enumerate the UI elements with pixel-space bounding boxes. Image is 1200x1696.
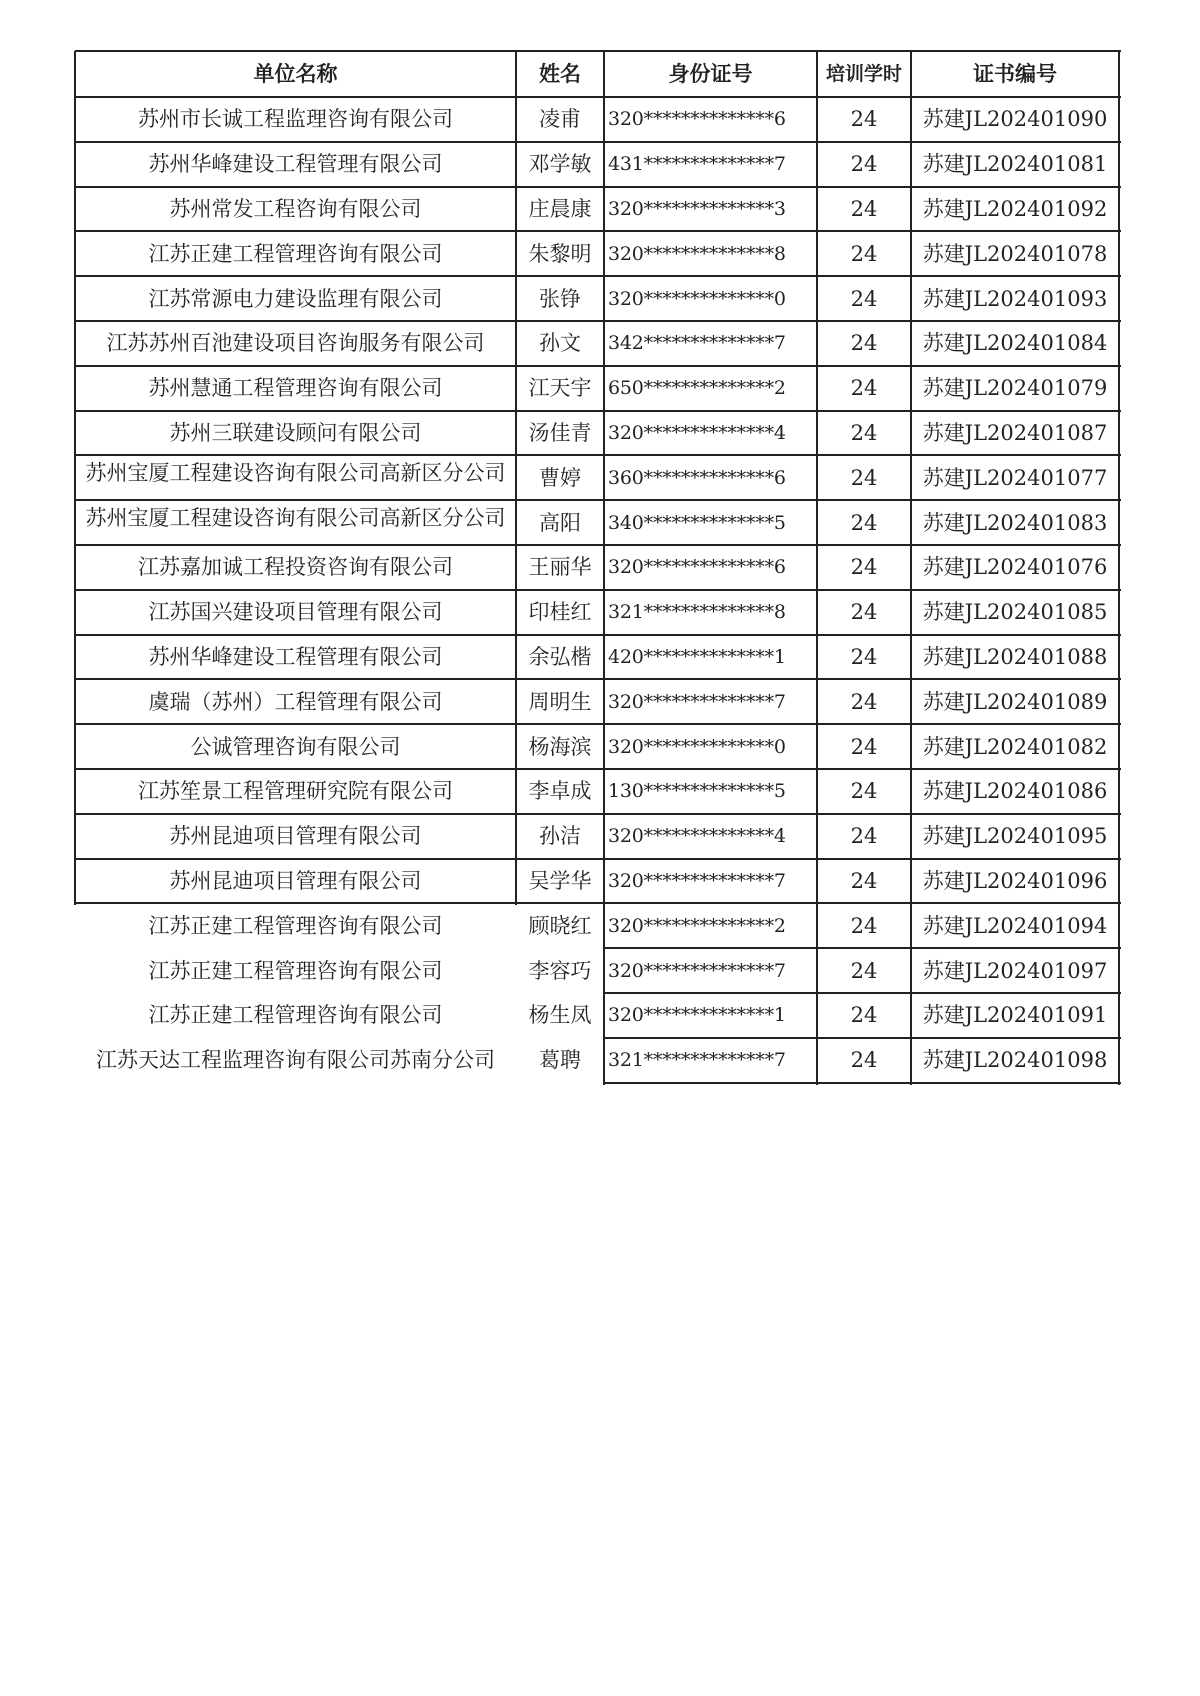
hours-cell: 24 — [850, 465, 878, 490]
hours-cell: 24 — [850, 510, 878, 535]
hours-cell: 24 — [850, 376, 878, 401]
name-cell: 曹婷 — [539, 465, 581, 490]
hours-cell: 24 — [850, 555, 878, 580]
grid-line — [75, 410, 1121, 412]
hours-cell: 24 — [850, 644, 878, 669]
hours-cell: 24 — [850, 196, 878, 221]
unit-cell: 江苏笙景工程管理研究院有限公司 — [138, 779, 453, 804]
header-unit-cell: 单位名称 — [253, 62, 338, 86]
id-cell: 340**************5 — [608, 511, 786, 534]
cert-cell: 苏建JL202401091 — [922, 1003, 1108, 1028]
id-cell: 420**************1 — [608, 645, 786, 668]
grid-line — [75, 320, 1121, 322]
grid-line — [75, 678, 1121, 680]
id-cell: 650**************2 — [608, 377, 786, 400]
hours-cell: 24 — [850, 824, 878, 849]
unit-cell: 苏州昆迪项目管理有限公司 — [169, 868, 422, 893]
id-cell: 321**************7 — [608, 1049, 786, 1072]
name-cell: 凌甫 — [539, 107, 581, 132]
grid-line — [75, 858, 1121, 860]
id-cell: 360**************6 — [608, 466, 786, 489]
cert-cell: 苏建JL202401095 — [922, 824, 1108, 849]
hours-cell: 24 — [850, 331, 878, 356]
id-cell: 342**************7 — [608, 332, 786, 355]
name-cell: 杨生凤 — [528, 1003, 592, 1028]
grid-line — [604, 1082, 1121, 1084]
name-cell: 印桂红 — [528, 600, 592, 625]
unit-cell: 苏州慧通工程管理咨询有限公司 — [148, 376, 443, 401]
name-cell: 张铮 — [539, 286, 581, 311]
cert-cell: 苏建JL202401082 — [922, 734, 1108, 759]
name-cell: 孙洁 — [539, 824, 581, 849]
name-cell: 吴学华 — [528, 868, 592, 893]
grid-line — [910, 51, 912, 1085]
id-cell: 320**************4 — [608, 421, 786, 444]
grid-line — [515, 51, 517, 905]
name-cell: 江天宇 — [528, 376, 592, 401]
grid-line — [604, 1037, 1121, 1039]
cert-cell: 苏建JL202401090 — [922, 107, 1108, 132]
hours-cell: 24 — [850, 958, 878, 983]
name-cell: 朱黎明 — [528, 241, 592, 266]
id-cell: 320**************8 — [608, 242, 786, 265]
id-cell: 321**************8 — [608, 601, 786, 624]
unit-cell: 江苏正建工程管理咨询有限公司 — [148, 241, 443, 266]
name-cell: 顾晓红 — [528, 913, 592, 938]
unit-cell: 江苏国兴建设项目管理有限公司 — [148, 600, 443, 625]
id-cell: 320**************0 — [608, 287, 786, 310]
unit-cell: 江苏苏州百池建设项目咨询服务有限公司 — [106, 331, 485, 356]
grid-line — [603, 51, 605, 1085]
grid-line — [75, 768, 1121, 770]
unit-cell: 苏州常发工程咨询有限公司 — [169, 196, 422, 221]
grid-line — [75, 902, 1121, 904]
id-cell: 320**************1 — [608, 1004, 786, 1027]
name-cell: 杨海滨 — [528, 734, 592, 759]
grid-line — [74, 51, 76, 905]
certificate-table — [75, 51, 1119, 1081]
grid-line — [75, 723, 1121, 725]
unit-cell: 江苏常源电力建设监理有限公司 — [148, 286, 443, 311]
id-cell: 320**************7 — [608, 690, 786, 713]
cert-cell: 苏建JL202401092 — [922, 196, 1108, 221]
cert-cell: 苏建JL202401076 — [922, 555, 1108, 580]
unit-cell: 江苏天达工程监理咨询有限公司苏南分公司 — [96, 1048, 495, 1073]
id-cell: 320**************6 — [608, 556, 786, 579]
cert-cell: 苏建JL202401077 — [922, 465, 1108, 490]
id-cell: 320**************2 — [608, 914, 786, 937]
grid-line — [75, 454, 1121, 456]
header-name-cell: 姓名 — [539, 62, 581, 86]
id-cell: 431**************7 — [608, 153, 786, 176]
grid-line — [75, 365, 1121, 367]
hours-cell: 24 — [850, 420, 878, 445]
name-cell: 汤佳青 — [528, 420, 592, 445]
header-cert-cell: 证书编号 — [973, 62, 1057, 86]
unit-cell: 江苏正建工程管理咨询有限公司 — [148, 1003, 443, 1028]
cert-cell: 苏建JL202401097 — [922, 958, 1108, 983]
grid-line — [75, 141, 1121, 143]
grid-line — [75, 230, 1121, 232]
id-cell: 320**************3 — [608, 197, 786, 220]
grid-line — [816, 51, 818, 1085]
id-cell: 320**************7 — [608, 869, 786, 892]
unit-cell: 苏州昆迪项目管理有限公司 — [169, 824, 422, 849]
unit-cell: 苏州三联建设顾问有限公司 — [169, 420, 422, 445]
name-cell: 余弘楷 — [528, 644, 592, 669]
id-cell: 320**************0 — [608, 735, 786, 758]
hours-cell: 24 — [850, 913, 878, 938]
header-id-cell: 身份证号 — [668, 62, 753, 86]
name-cell: 李容巧 — [528, 958, 592, 983]
cert-cell: 苏建JL202401085 — [922, 600, 1108, 625]
id-cell: 320**************6 — [608, 108, 786, 131]
hours-cell: 24 — [850, 1003, 878, 1028]
cert-cell: 苏建JL202401089 — [922, 689, 1108, 714]
id-cell: 130**************5 — [608, 780, 786, 803]
unit-cell: 江苏正建工程管理咨询有限公司 — [148, 958, 443, 983]
unit-cell: 江苏嘉加诚工程投资咨询有限公司 — [138, 555, 453, 580]
hours-cell: 24 — [850, 734, 878, 759]
cert-cell: 苏建JL202401081 — [922, 152, 1108, 177]
cert-cell: 苏建JL202401088 — [922, 644, 1108, 669]
cert-cell: 苏建JL202401093 — [922, 286, 1108, 311]
hours-cell: 24 — [850, 689, 878, 714]
unit-cell: 苏州华峰建设工程管理有限公司 — [148, 644, 443, 669]
hours-cell: 24 — [850, 241, 878, 266]
hours-cell: 24 — [850, 600, 878, 625]
unit-cell: 公诚管理咨询有限公司 — [190, 734, 401, 759]
unit-cell: 江苏正建工程管理咨询有限公司 — [148, 913, 443, 938]
grid-line — [75, 544, 1121, 546]
grid-line — [75, 186, 1121, 188]
cert-cell: 苏建JL202401087 — [922, 420, 1108, 445]
grid-line — [75, 96, 1121, 98]
header-hours-cell: 培训学时 — [825, 63, 902, 85]
grid-line — [75, 499, 1121, 501]
hours-cell: 24 — [850, 286, 878, 311]
cert-cell: 苏建JL202401096 — [922, 868, 1108, 893]
cert-cell: 苏建JL202401094 — [922, 913, 1108, 938]
cert-cell: 苏建JL202401084 — [922, 331, 1108, 356]
cert-cell: 苏建JL202401086 — [922, 779, 1108, 804]
name-cell: 孙文 — [539, 331, 581, 356]
hours-cell: 24 — [850, 152, 878, 177]
name-cell: 高阳 — [539, 510, 581, 535]
grid-line — [75, 275, 1121, 277]
unit-cell: 苏州市长诚工程监理咨询有限公司 — [138, 107, 453, 132]
unit-cell: 苏州华峰建设工程管理有限公司 — [148, 152, 443, 177]
name-cell: 葛聘 — [539, 1048, 581, 1073]
cert-cell: 苏建JL202401078 — [922, 241, 1108, 266]
grid-line — [75, 50, 1121, 52]
name-cell: 周明生 — [528, 689, 592, 714]
name-cell: 王丽华 — [528, 555, 592, 580]
cert-cell: 苏建JL202401098 — [922, 1048, 1108, 1073]
grid-line — [604, 992, 1121, 994]
id-cell: 320**************7 — [608, 959, 786, 982]
name-cell: 邓学敏 — [528, 152, 592, 177]
grid-line — [75, 589, 1121, 591]
id-cell: 320**************4 — [608, 825, 786, 848]
cert-cell: 苏建JL202401079 — [922, 376, 1108, 401]
unit-cell: 苏州宝厦工程建设咨询有限公司高新区分公司 — [85, 461, 506, 486]
grid-line — [75, 813, 1121, 815]
grid-line — [1118, 51, 1120, 1085]
hours-cell: 24 — [850, 779, 878, 804]
grid-line — [75, 634, 1121, 636]
cert-cell: 苏建JL202401083 — [922, 510, 1108, 535]
hours-cell: 24 — [850, 1048, 878, 1073]
hours-cell: 24 — [850, 868, 878, 893]
unit-cell: 苏州宝厦工程建设咨询有限公司高新区分公司 — [85, 506, 506, 531]
grid-line — [604, 947, 1121, 949]
hours-cell: 24 — [850, 107, 878, 132]
unit-cell: 虞瑞（苏州）工程管理有限公司 — [148, 689, 443, 714]
name-cell: 李卓成 — [528, 779, 592, 804]
name-cell: 庄晨康 — [528, 196, 592, 221]
